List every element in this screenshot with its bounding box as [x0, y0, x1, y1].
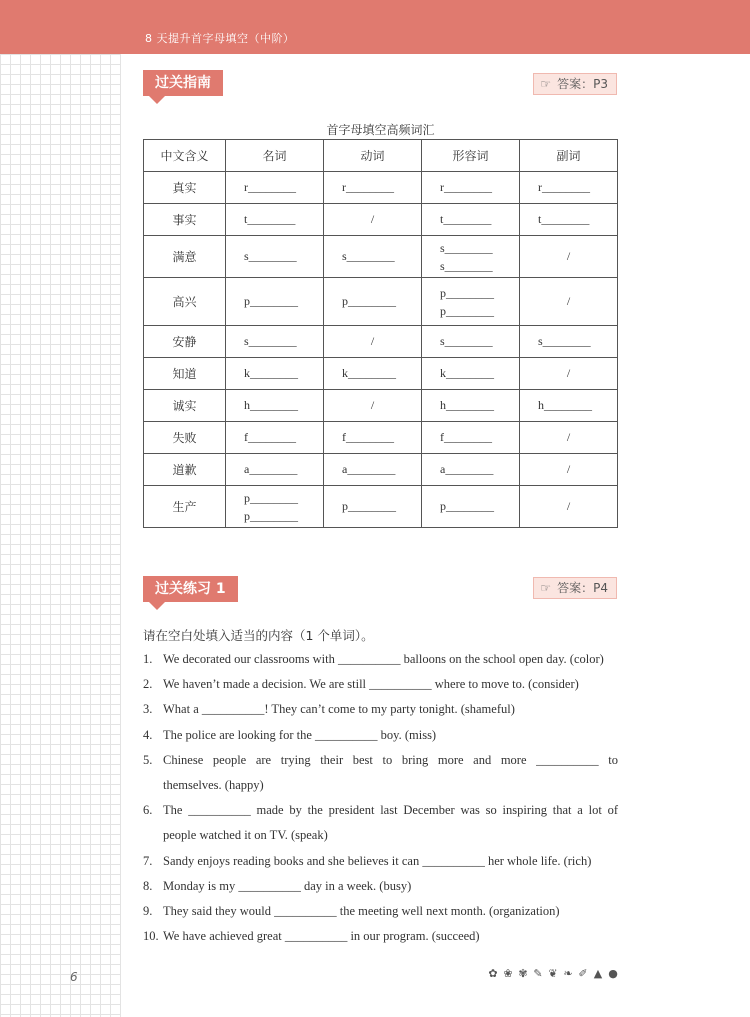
blank-cell	[324, 358, 422, 390]
table-row	[144, 236, 618, 278]
answer-ref-text: 答案：P4	[557, 581, 608, 595]
blank-cell	[422, 204, 520, 236]
vocab-table	[143, 139, 618, 528]
section-tag-practice: 过关练习 1	[143, 576, 238, 602]
question-text: We haven’t made a decision. We are still __________ where to move to. (consider)	[163, 677, 579, 692]
word-blank: h________	[538, 398, 592, 412]
word-blank: s________	[342, 249, 395, 263]
word-blank: p________	[440, 303, 494, 318]
question-number: 9.	[143, 904, 153, 918]
table-row	[144, 454, 618, 486]
book-icon: ❧	[563, 967, 573, 980]
column-header: 名词	[226, 140, 324, 172]
frog-icon: ✾	[518, 967, 528, 980]
answer-ref-practice	[533, 577, 617, 599]
question-line	[143, 697, 618, 722]
word-blank: s________	[244, 249, 297, 263]
meaning-cell: 道歉	[144, 454, 226, 486]
question-text: We decorated our classrooms with __________ balloons on the school open day. (color)	[163, 652, 604, 666]
blank-cell	[520, 326, 618, 358]
blank-cell	[226, 326, 324, 358]
empty-cell: /	[520, 422, 618, 454]
answer-ref-text: 答案：P3	[557, 77, 608, 91]
blank-cell	[226, 236, 324, 278]
word-blank: p________	[244, 508, 298, 523]
column-header: 中文含义	[144, 140, 226, 172]
page-header	[0, 0, 750, 54]
word-blank: k________	[244, 366, 298, 380]
blank-cell	[520, 172, 618, 204]
blank-cell	[422, 358, 520, 390]
word-blank: s________	[538, 334, 591, 348]
table-row	[144, 204, 618, 236]
empty-cell: /	[520, 358, 618, 390]
section-tag-guide: 过关指南	[143, 70, 223, 96]
blank-cell	[324, 422, 422, 454]
word-blank: f________	[244, 430, 296, 444]
meaning-cell: 安静	[144, 326, 226, 358]
blank-cell	[520, 204, 618, 236]
meaning-cell: 生产	[144, 486, 226, 528]
blank-cell	[422, 454, 520, 486]
empty-cell: /	[520, 236, 618, 278]
meaning-cell: 满意	[144, 236, 226, 278]
brush-icon: ✐	[578, 967, 588, 980]
blank-cell	[324, 278, 422, 326]
blank-cell	[422, 172, 520, 204]
blank-cell	[226, 278, 324, 326]
word-blank: t________	[244, 212, 296, 226]
word-blank: s________	[244, 334, 297, 348]
question-line	[143, 823, 618, 848]
question-line	[143, 672, 618, 697]
word-blank: f________	[342, 430, 394, 444]
word-blank: s________	[440, 258, 493, 273]
blank-cell	[226, 486, 324, 528]
blank-cell	[324, 454, 422, 486]
question-text: themselves. (happy)	[163, 778, 264, 792]
empty-cell: /	[520, 454, 618, 486]
blank-cell	[324, 486, 422, 528]
empty-cell: /	[520, 278, 618, 326]
word-blank: p________	[342, 294, 396, 308]
meaning-cell: 真实	[144, 172, 226, 204]
question-number: 2.	[143, 677, 153, 692]
blank-cell	[226, 358, 324, 390]
question-text: The police are looking for the __________ boy. (miss)	[163, 727, 437, 742]
question-number: 7.	[143, 853, 153, 868]
empty-cell: /	[324, 326, 422, 358]
question-text: Monday is my __________ day in a week. (busy)	[163, 878, 412, 893]
question-text: What a __________! They can’t come to my party tonight. (shameful)	[163, 702, 515, 717]
table-row	[144, 422, 618, 454]
empty-cell: /	[520, 486, 618, 528]
question-line	[143, 924, 618, 949]
table-header-row	[144, 140, 618, 172]
word-blank: r________	[342, 180, 394, 194]
meaning-cell: 知道	[144, 358, 226, 390]
meaning-cell: 失败	[144, 422, 226, 454]
blank-cell	[422, 390, 520, 422]
question-line	[143, 798, 618, 823]
word-blank: a________	[342, 462, 396, 476]
word-blank: t________	[538, 212, 590, 226]
column-header: 形容词	[422, 140, 520, 172]
answer-ref-guide	[533, 73, 617, 95]
question-number: 5.	[143, 752, 153, 767]
pencil-icon: ✎	[533, 967, 543, 980]
word-blank: k________	[342, 366, 396, 380]
question-number: 4.	[143, 727, 153, 742]
question-text: Chinese people are trying their best to bring more and more __________ to	[163, 752, 618, 767]
question-text: The __________ made by the president last December was so inspiring that a lot of	[163, 803, 618, 818]
question-text: We have achieved great __________ in our program. (succeed)	[163, 929, 480, 944]
triangle-icon: ▲	[593, 967, 603, 980]
word-blank: r________	[538, 180, 590, 194]
column-header: 动词	[324, 140, 422, 172]
word-blank: a________	[440, 462, 494, 476]
question-line	[143, 773, 618, 798]
instruction-text: 请在空白处填入适当的内容（1 个单词）。	[143, 628, 374, 643]
blank-cell	[226, 454, 324, 486]
meaning-cell: 事实	[144, 204, 226, 236]
question-line	[143, 723, 618, 748]
table-row	[144, 486, 618, 528]
question-text: people watched it on TV. (speak)	[163, 828, 328, 843]
hand-pointer-icon: ☞	[540, 77, 552, 91]
page-number: 6	[70, 970, 78, 984]
word-blank: p________	[440, 285, 494, 300]
word-blank: p________	[440, 499, 494, 513]
word-blank: k________	[440, 366, 494, 380]
question-line	[143, 899, 618, 924]
question-text: They said they would __________ the meeting well next month. (organization)	[163, 904, 560, 918]
blank-cell	[226, 422, 324, 454]
question-line	[143, 874, 618, 899]
word-blank: f________	[440, 430, 492, 444]
blank-cell	[422, 326, 520, 358]
blank-cell	[226, 204, 324, 236]
question-number: 1.	[143, 652, 153, 666]
blank-cell	[422, 236, 520, 278]
fox-icon: ✿	[488, 967, 498, 980]
hand-pointer-icon: ☞	[540, 581, 552, 595]
owl-icon: ❀	[503, 967, 513, 980]
word-blank: r________	[244, 180, 296, 194]
globe-icon: ●	[608, 967, 618, 980]
table-row	[144, 278, 618, 326]
meaning-cell: 诚实	[144, 390, 226, 422]
table-row	[144, 326, 618, 358]
table-row	[144, 358, 618, 390]
word-blank: s________	[440, 334, 493, 348]
question-line	[143, 849, 618, 874]
footer-decoration	[487, 968, 619, 980]
word-blank: p________	[342, 499, 396, 513]
word-blank: p________	[244, 490, 298, 505]
leaf-icon: ❦	[548, 967, 558, 980]
table-row	[144, 390, 618, 422]
table-row	[144, 172, 618, 204]
grid-paper-margin	[0, 54, 121, 1017]
blank-cell	[226, 172, 324, 204]
word-blank: p________	[244, 294, 298, 308]
empty-cell: /	[324, 390, 422, 422]
question-number: 3.	[143, 702, 153, 717]
word-blank: a________	[244, 462, 298, 476]
word-blank: h________	[440, 398, 494, 412]
question-number: 8.	[143, 878, 153, 893]
question-text: Sandy enjoys reading books and she believes it can __________ her whole life. (rich)	[163, 853, 592, 868]
column-header: 副词	[520, 140, 618, 172]
blank-cell	[324, 236, 422, 278]
header-title: 8 天提升首字母填空（中阶）	[145, 32, 295, 45]
question-line	[143, 748, 618, 773]
blank-cell	[422, 278, 520, 326]
word-blank: s________	[440, 240, 493, 255]
word-blank: h________	[244, 398, 298, 412]
blank-cell	[422, 486, 520, 528]
question-number: 10.	[143, 929, 159, 944]
word-blank: r________	[440, 180, 492, 194]
table-title: 首字母填空高频词汇	[326, 123, 435, 137]
question-line	[143, 647, 618, 672]
blank-cell	[324, 172, 422, 204]
empty-cell: /	[324, 204, 422, 236]
blank-cell	[520, 390, 618, 422]
word-blank: t________	[440, 212, 492, 226]
blank-cell	[422, 422, 520, 454]
question-number: 6.	[143, 803, 153, 818]
meaning-cell: 高兴	[144, 278, 226, 326]
blank-cell	[226, 390, 324, 422]
